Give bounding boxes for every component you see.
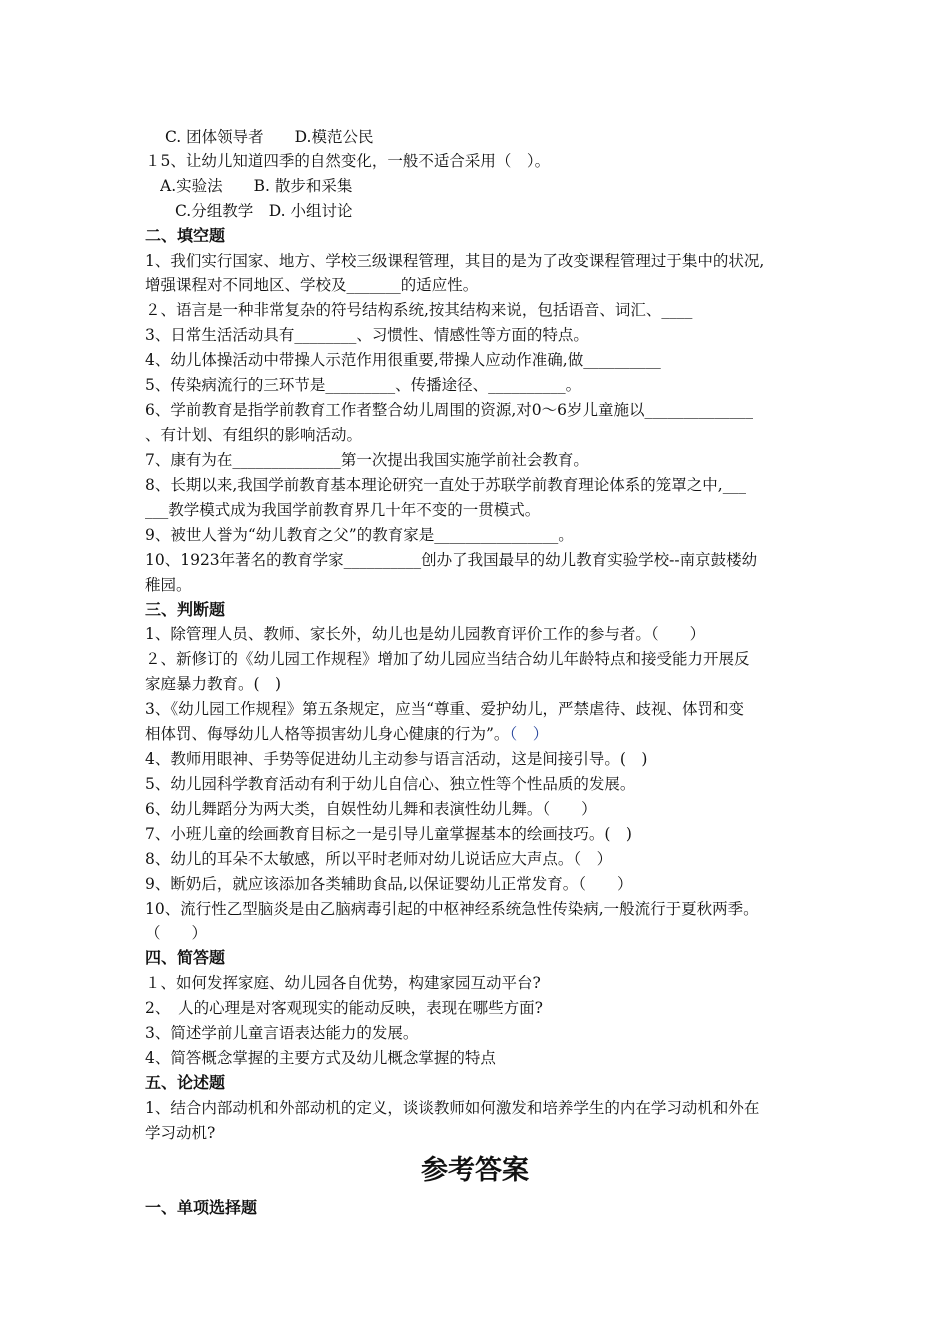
section-short-answer-heading: 四、简答题 <box>145 948 226 967</box>
tf-q3-text: 相体罚、侮辱幼儿人格等损害幼儿身心健康的行为”。 <box>145 725 510 743</box>
fill-q1-line2: 增强课程对不同地区、学校及_______的适应性。 <box>145 276 479 294</box>
section-single-choice-heading: 一、单项选择题 <box>145 1198 258 1217</box>
fill-q3: 3、日常生活活动具有________、习惯性、情感性等方面的特点。 <box>145 326 589 344</box>
section-true-false-heading: 三、判断题 <box>145 600 226 619</box>
fill-q9: 9、被世人誉为“幼儿教育之父”的教育家是________________。 <box>145 526 574 544</box>
tf-q8: 8、幼儿的耳朵不太敏感，所以平时老师对幼儿说话应大声点。（ ） <box>145 850 613 868</box>
fill-q5: 5、传染病流行的三环节是_________、传播途径、__________。 <box>145 376 582 394</box>
tf-q4: 4、教师用眼神、手势等促进幼儿主动参与语言活动，这是间接引导。( ) <box>145 750 648 768</box>
fill-q4: 4、幼儿体操活动中带操人示范作用很重要,带操人应动作准确,做__________ <box>145 351 661 369</box>
answer-key-title: 参考答案 <box>421 1155 529 1186</box>
option-line-a-b: A.实验法 B. 散步和采集 <box>160 177 353 195</box>
essay-q1-line2: 学习动机? <box>145 1124 216 1142</box>
fill-q6-line2: 、有计划、有组织的影响活动。 <box>145 426 363 444</box>
fill-q2: ２、语言是一种非常复杂的符号结构系统,按其结构来说，包括语音、词汇、____ <box>145 301 693 319</box>
tf-q2-line1: ２、新修订的《幼儿园工作规程》增加了幼儿园应当结合幼儿年龄特点和接受能力开展反 <box>145 650 750 668</box>
sa-q1: １、如何发挥家庭、幼儿园各自优势，构建家园互动平台? <box>145 974 541 992</box>
sa-q3: 3、简述学前儿童言语表达能力的发展。 <box>145 1024 419 1042</box>
tf-q3-line2 <box>145 722 811 746</box>
fill-q8-line2: ___教学模式成为我国学前教育界几十年不变的一贯模式。 <box>145 501 541 519</box>
option-line-c-d: C. 团体领导者 D.模范公民 <box>165 128 374 146</box>
question-15: １5、让幼儿知道四季的自然变化，一般不适合采用（ ）。 <box>145 152 551 170</box>
fill-q10-line1: 10、1923年著名的教育学家__________创办了我国最早的幼儿教育实验学校--南京鼓楼幼 <box>145 551 758 569</box>
answer-parens: （ ） <box>509 725 549 743</box>
tf-q2-line2: 家庭暴力教育。( ) <box>145 675 282 693</box>
essay-q1-line1: 1、结合内部动机和外部动机的定义，谈谈教师如何激发和培养学生的内在学习动机和外在 <box>145 1099 760 1117</box>
section-essay-heading: 五、论述题 <box>145 1073 226 1092</box>
sa-q4: 4、简答概念掌握的主要方式及幼儿概念掌握的特点 <box>145 1049 496 1067</box>
tf-q10-line1: 10、流行性乙型脑炎是由乙脑病毒引起的中枢神经系统急性传染病,一般流行于夏秋两季。 <box>145 900 759 918</box>
tf-q6: 6、幼儿舞蹈分为两大类，自娱性幼儿舞和表演性幼儿舞。（ ） <box>145 800 597 818</box>
tf-q10-line2: （ ） <box>145 924 208 942</box>
fill-q8-line1: 8、长期以来,我国学前教育基本理论研究一直处于苏联学前教育理论体系的笼罩之中,___ <box>145 476 746 494</box>
sa-q2: 2、 人的心理是对客观现实的能动反映，表现在哪些方面? <box>145 999 543 1017</box>
fill-q1-line1: 1、我们实行国家、地方、学校三级课程管理，其目的是为了改变课程管理过于集中的状况, <box>145 252 765 270</box>
section-fill-in-heading: 二、填空题 <box>145 226 226 245</box>
tf-q9: 9、断奶后，就应该添加各类辅助食品,以保证婴幼儿正常发育。（ ） <box>145 875 633 893</box>
tf-q3-line1: 3、《幼儿园工作规程》第五条规定，应当“尊重、爱护幼儿，严禁虐待、歧视、体罚和变 <box>145 700 745 718</box>
tf-q1: 1、除管理人员、教师、家长外，幼儿也是幼儿园教育评价工作的参与者。（ ） <box>145 625 706 643</box>
fill-q10-line2: 稚园。 <box>145 576 192 594</box>
tf-q5: 5、幼儿园科学教育活动有利于幼儿自信心、独立性等个性品质的发展。 <box>145 775 636 793</box>
fill-q7: 7、康有为在______________第一次提出我国实施学前社会教育。 <box>145 451 589 469</box>
option-line-c-d-2: C.分组教学 D. 小组讨论 <box>175 202 353 220</box>
fill-q6-line1: 6、学前教育是指学前教育工作者整合幼儿周围的资源,对0～6岁儿童施以______________ <box>145 401 754 419</box>
tf-q7: 7、小班儿童的绘画教育目标之一是引导儿童掌握基本的绘画技巧。( ) <box>145 825 632 843</box>
